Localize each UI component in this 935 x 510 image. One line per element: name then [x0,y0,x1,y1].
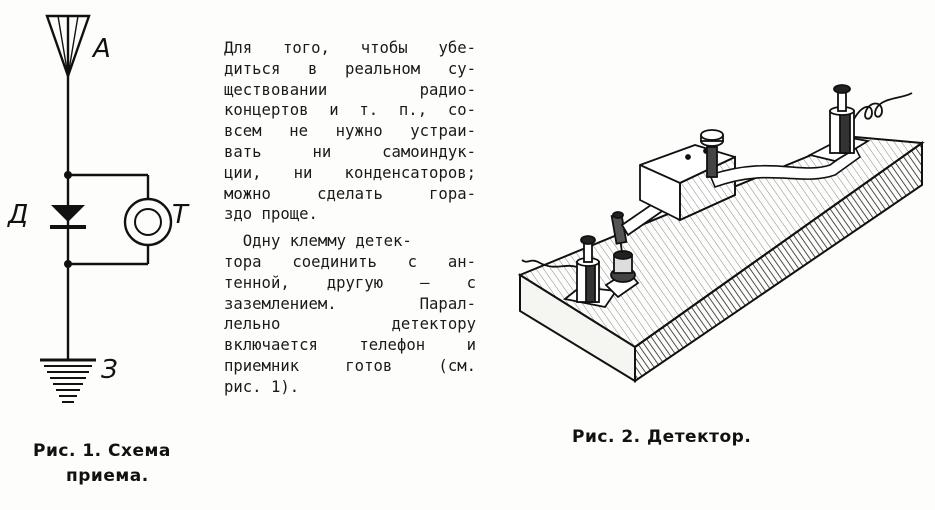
figure-1-caption-line-1: Рис. 1. Схема [33,441,171,461]
text-line: приемник готов (см. [224,356,476,375]
figure-1-schematic [0,0,215,510]
ground-label: З [101,355,118,385]
figure-2-caption: Рис. 2. Детектор. [572,427,752,447]
antenna-label: А [93,34,111,64]
text-line: можно сделать гора- [224,184,476,203]
figure-2-detector-illustration [510,75,935,415]
text-line: включается телефон и [224,336,476,355]
text-line: здо проще. [224,205,318,224]
text-line: всем не нужно устраи- [224,122,476,141]
text-line: Для того, чтобы убе- [224,39,476,57]
text-line: Одну клемму детек- [224,232,412,251]
text-line: концертов и т. п., со- [224,101,476,120]
detector-drawing [510,75,935,415]
body-text [224,38,476,398]
text-line: тора соединить с ан- [224,252,476,271]
text-line: ществовании радио- [224,80,476,99]
text-line: лельно детектору [224,315,476,334]
detector-label: Д [8,200,29,230]
telephone-symbol [125,199,171,245]
paragraph-1 [224,38,476,225]
paragraph-2 [224,231,476,397]
figure-1-caption-line-2: приема. [66,466,149,486]
text-line: ции, ни конденсаторов; [224,163,476,182]
ground-symbol [40,360,96,402]
text-line: рис. 1). [224,377,300,396]
text-line: диться в реальном су- [224,59,476,78]
telephone-label: Т [172,200,188,230]
text-line: тенной, другую — с [224,273,476,292]
text-line: заземлением. Парал- [224,294,476,313]
text-line: вать ни самоиндук- [224,142,476,161]
